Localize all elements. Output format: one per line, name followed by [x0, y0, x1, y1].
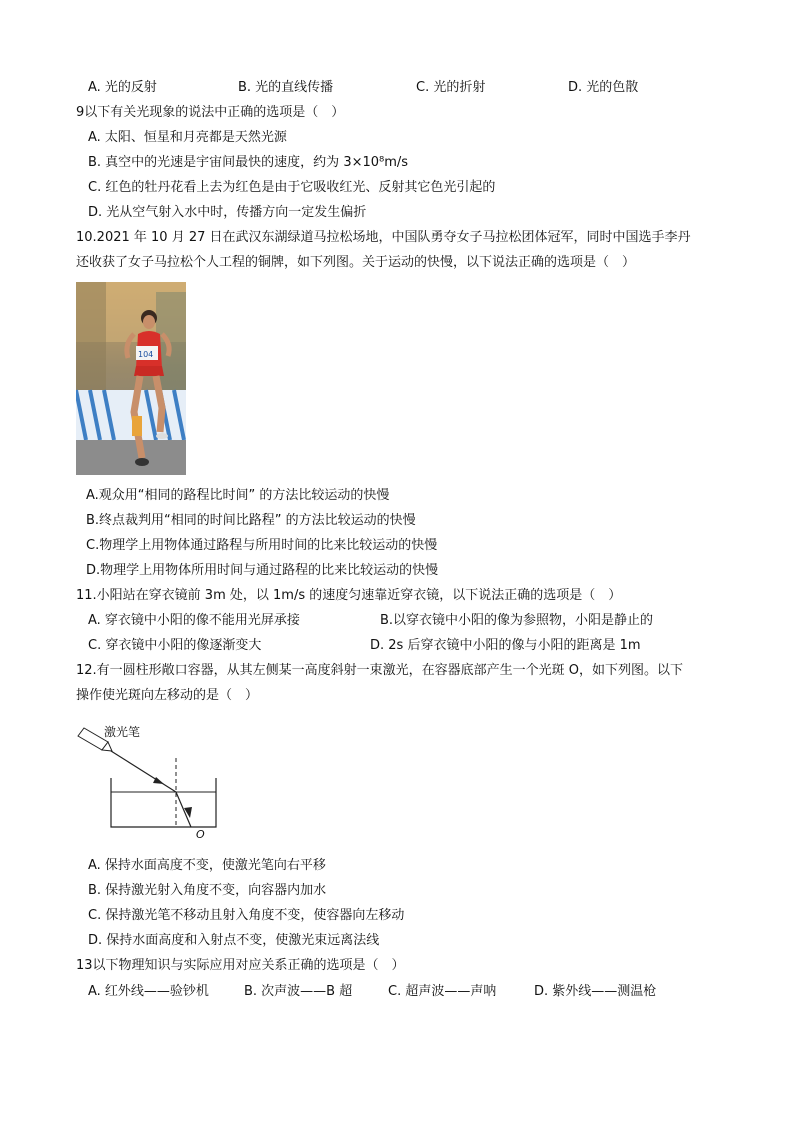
q13-option-b: B. 次声波——B 超 [244, 984, 353, 999]
q12-stem-line1: 12.有一圆柱形敞口容器，从其左侧某一高度斜射一束激光，在容器底部产生一个光斑 O，如下列图。以下 [76, 663, 684, 678]
q11-option-d: D. 2s 后穿衣镜中小阳的像与小阳的距离是 1m [370, 638, 641, 653]
q13-stem: 13以下物理知识与实际应用对应关系正确的选项是（ ） [76, 958, 405, 973]
laser-pen-label: 激光笔 [104, 725, 141, 739]
q9-option-c: C. 红色的牡丹花看上去为红色是由于它吸收红光、反射其它色光引起的 [88, 180, 496, 195]
q10-option-a: A.观众用“相同的路程比时间” 的方法比较运动的快慢 [86, 488, 390, 503]
q12-option-d: D. 保持水面高度和入射点不变，使激光束远离法线 [88, 933, 380, 948]
laser-container-diagram [74, 720, 234, 849]
q13-option-d: D. 紫外线——测温枪 [534, 984, 657, 999]
q11-option-b: B.以穿衣镜中小阳的像为参照物，小阳是静止的 [380, 613, 654, 628]
q10-option-d: D.物理学上用物体所用时间与通过路程的比来比较运动的快慢 [86, 563, 439, 578]
q8-option-c: C. 光的折射 [416, 80, 486, 95]
q8-option-d: D. 光的色散 [568, 80, 639, 95]
q10-option-c: C.物理学上用物体通过路程与所用时间的比来比较运动的快慢 [86, 538, 438, 553]
q8-option-b: B. 光的直线传播 [238, 80, 334, 95]
spot-o-label: O [196, 828, 205, 841]
q12-option-a: A. 保持水面高度不变，使激光笔向右平移 [88, 858, 326, 873]
q10-stem-line2: 还收获了女子马拉松个人工程的铜牌，如下列图。关于运动的快慢，以下说法正确的选项是（ ） [76, 255, 636, 270]
q10-stem-line1: 10.2021 年 10 月 27 日在武汉东湖绿道马拉松场地，中国队勇夺女子马拉松团体冠军，同时中国选手李丹 [76, 230, 691, 245]
q12-option-b: B. 保持激光射入角度不变，向容器内加水 [88, 883, 327, 898]
q10-option-b: B.终点裁判用“相同的时间比路程” 的方法比较运动的快慢 [86, 513, 416, 528]
q12-option-c: C. 保持激光笔不移动且射入角度不变，使容器向左移动 [88, 908, 405, 923]
q9-stem: 9以下有关光现象的说法中正确的选项是（ ） [76, 105, 345, 120]
q12-stem-line2: 操作使光斑向左移动的是（ ） [76, 688, 259, 703]
q11-stem: 11.小阳站在穿衣镜前 3m 处，以 1m/s 的速度匀速靠近穿衣镜，以下说法正确的选项是（ ） [76, 588, 622, 603]
marathon-runner-photo [76, 282, 186, 475]
q9-option-a: A. 太阳、恒星和月亮都是天然光源 [88, 130, 287, 145]
q11-option-a: A. 穿衣镜中小阳的像不能用光屏承接 [88, 613, 300, 628]
q9-option-d: D. 光从空气射入水中时，传播方向一定发生偏折 [88, 205, 367, 220]
q9-option-b: B. 真空中的光速是宇宙间最快的速度，约为 3×10⁸m/s [88, 155, 409, 170]
q11-option-c: C. 穿衣镜中小阳的像逐渐变大 [88, 638, 262, 653]
q8-option-a: A. 光的反射 [88, 80, 157, 95]
q13-option-a: A. 红外线——验钞机 [88, 984, 209, 999]
q13-option-c: C. 超声波——声呐 [388, 984, 497, 999]
photo-bib-number: 104 [138, 350, 154, 359]
